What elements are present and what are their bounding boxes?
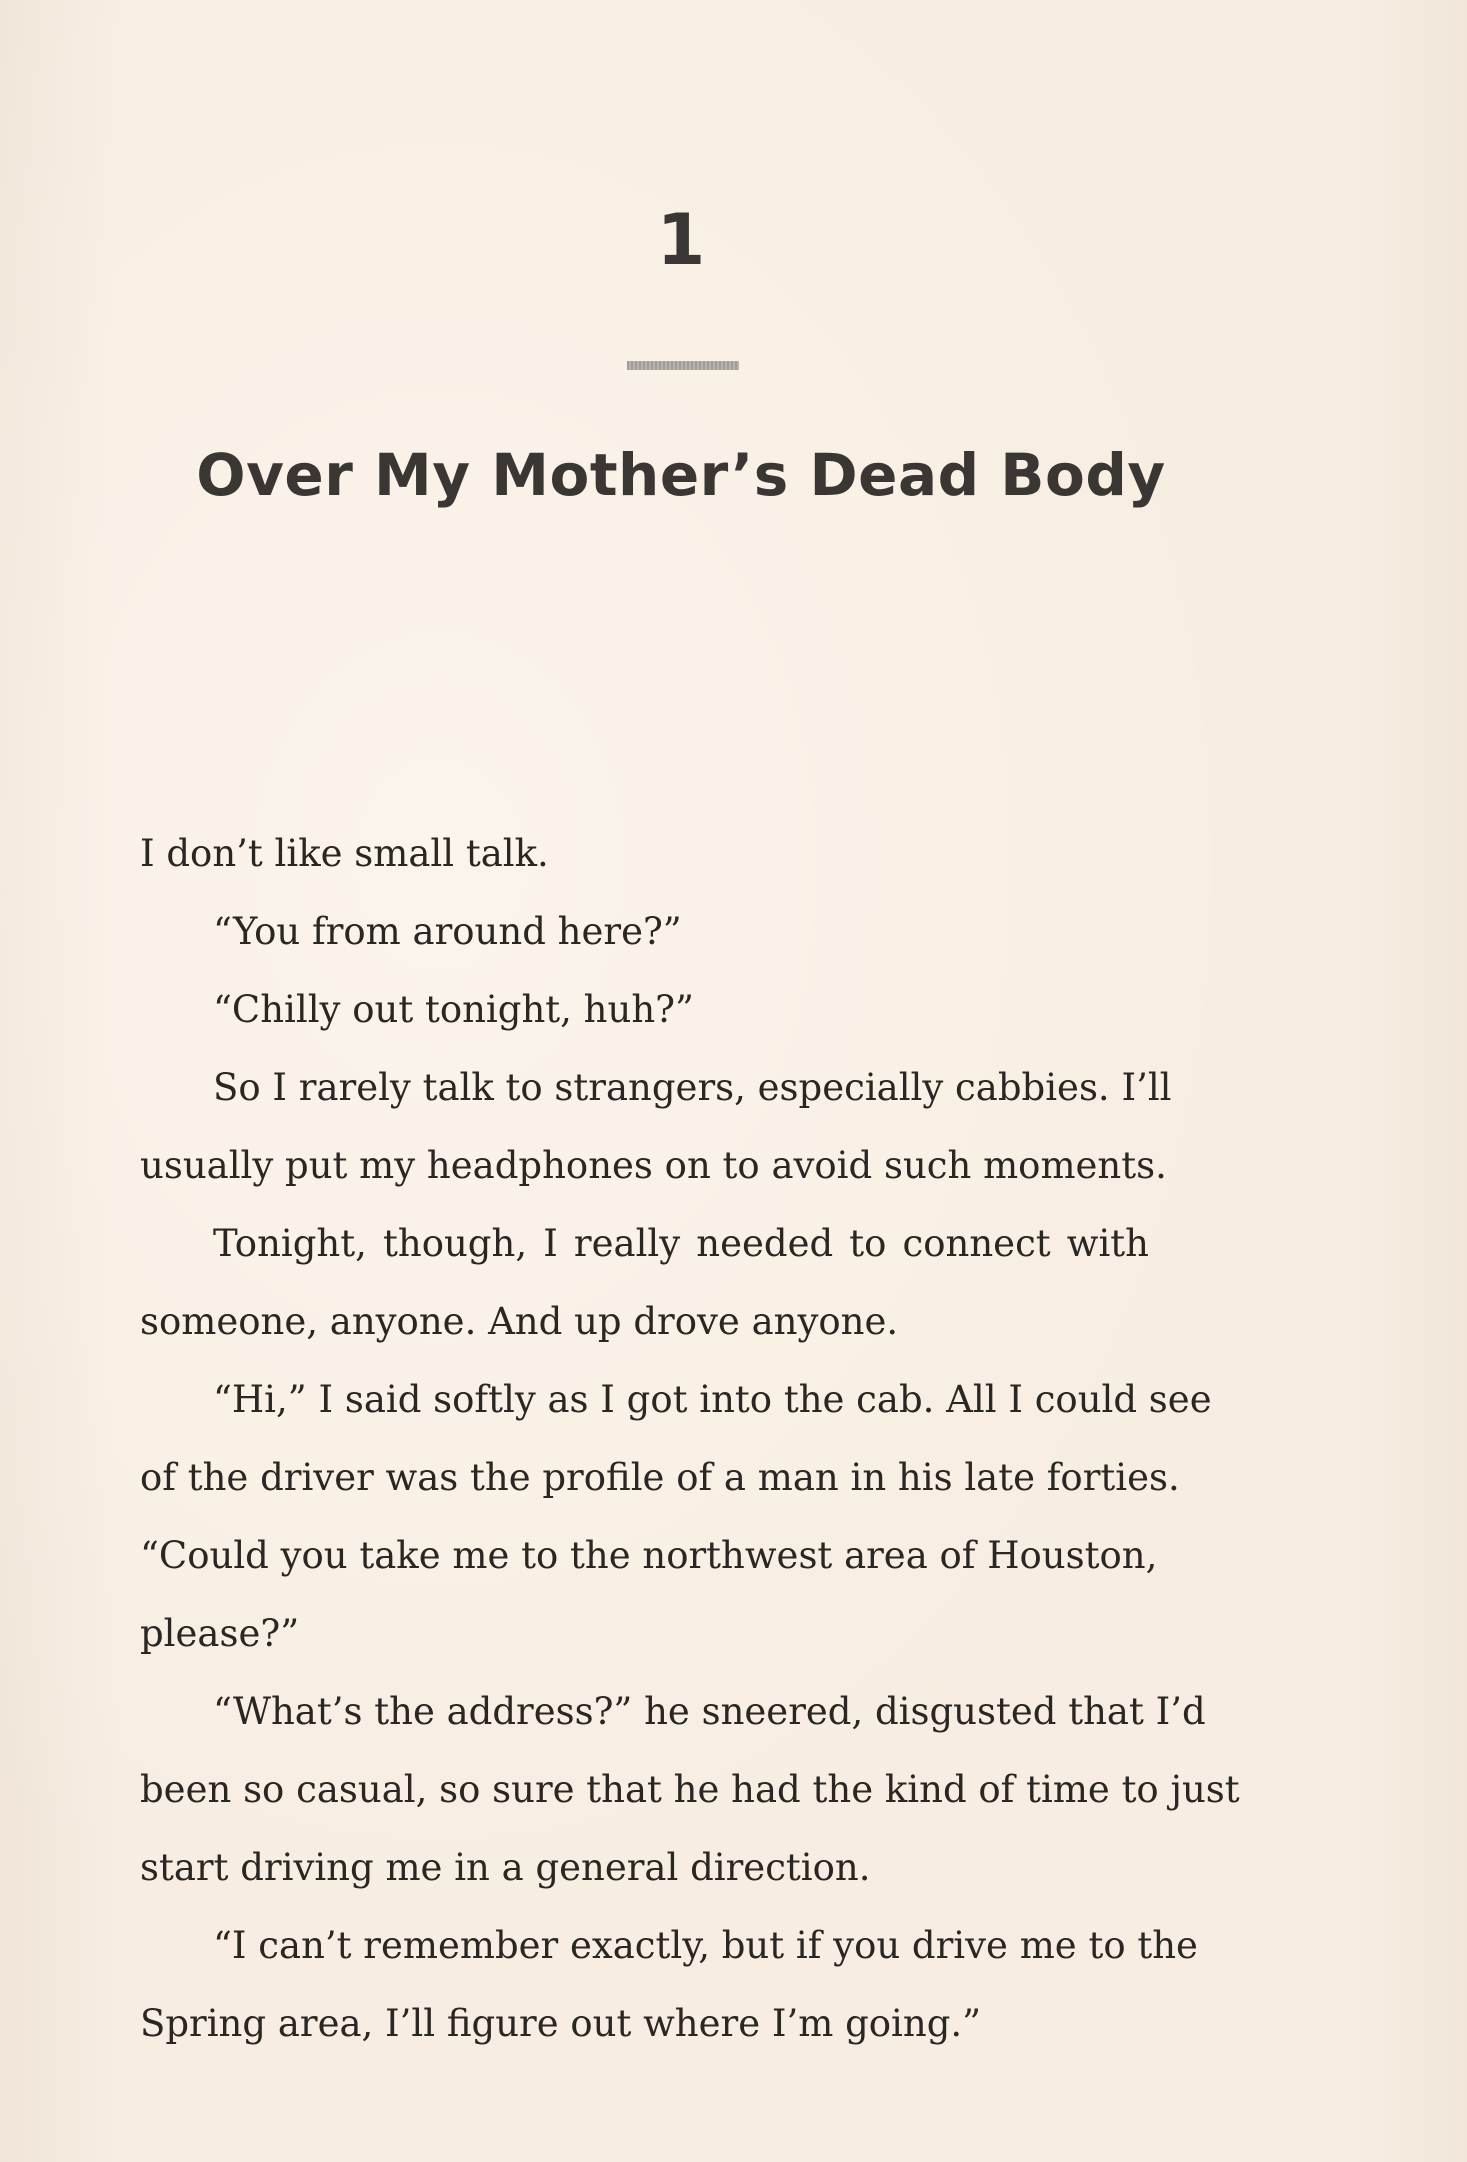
paragraph (140, 893, 1222, 971)
text-line: “Hi,” I said softly as I got into the cab. All I could see (213, 1378, 1212, 1421)
chapter-divider (627, 361, 739, 370)
text-line: I don’t like small talk. (140, 832, 549, 875)
chapter-number: 1 (656, 199, 706, 281)
paragraph (140, 971, 1222, 1049)
text-line: usually put my headphones on to avoid such moments. (140, 1144, 1167, 1187)
text-line: “Could you take me to the northwest area of Houston, (140, 1534, 1158, 1577)
text-line: Tonight, though, I really needed to connect with (213, 1222, 1149, 1265)
paragraph (140, 1049, 1222, 1205)
text-line: “You from around here?” (213, 910, 682, 953)
paragraph (140, 1673, 1240, 1907)
text-line: start driving me in a general direction. (140, 1846, 871, 1889)
chapter-title: Over My Mother’s Dead Body (196, 441, 1166, 509)
text-line: Spring area, I’ll figure out where I’m going.” (140, 2002, 982, 2045)
paragraph (140, 1361, 1222, 1673)
text-line: So I rarely talk to strangers, especially cabbies. I’ll (213, 1066, 1172, 1109)
paragraph (140, 1907, 1222, 2063)
text-line: “What’s the address?” he sneered, disgusted that I’d (213, 1690, 1206, 1733)
text-line: “I can’t remember exactly, but if you drive me to the (213, 1924, 1198, 1967)
paragraph (140, 815, 1222, 893)
paragraph (140, 1205, 1222, 1361)
chapter-body (140, 815, 1240, 2063)
text-line: someone, anyone. And up drove anyone. (140, 1300, 899, 1343)
text-line: of the driver was the profile of a man in his late forties. (140, 1456, 1180, 1499)
text-line: please?” (140, 1612, 300, 1655)
text-line: “Chilly out tonight, huh?” (213, 988, 694, 1031)
text-line: been so casual, so sure that he had the kind of time to just (140, 1768, 1240, 1811)
